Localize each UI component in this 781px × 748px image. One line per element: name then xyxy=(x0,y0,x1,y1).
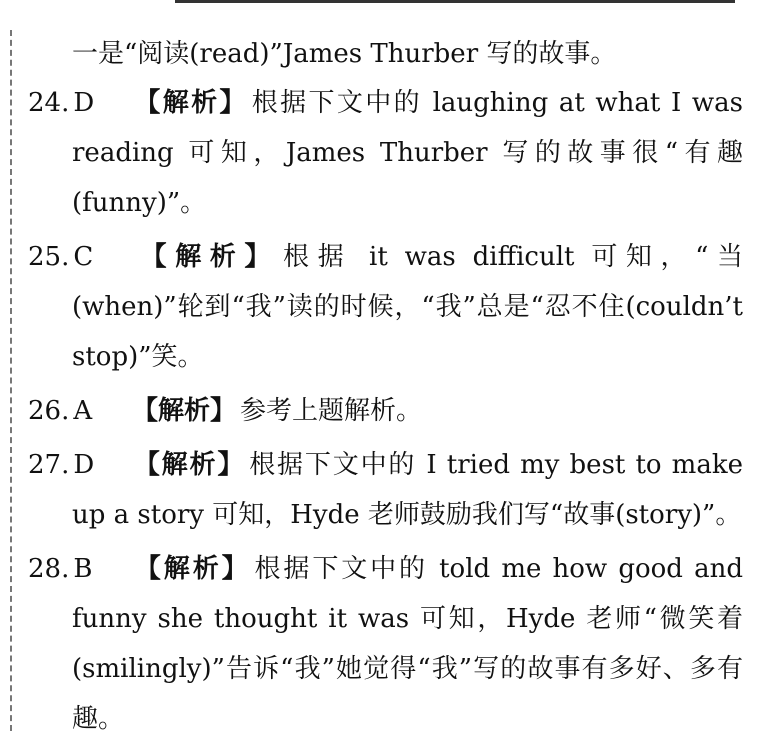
explanation-body: 根据下文中的 told me how good and funny she thought it was 可知，Hyde 老师“微笑着(smilingly)”告诉“我”她觉得“我”写的故事有多好、多有趣。 xyxy=(72,554,743,734)
answer-entry-27 xyxy=(28,440,743,540)
explanation-text xyxy=(28,386,743,436)
question-number-text: 27. xyxy=(28,450,70,480)
analysis-tag: 【解析】 xyxy=(132,450,246,480)
explanation-body: 参考上题解析。 xyxy=(240,396,423,426)
continued-explanation-line: 一是“阅读(read)”James Thurber 写的故事。 xyxy=(72,39,617,69)
question-number-text: 24. xyxy=(28,88,70,118)
analysis-tag: 【解析】 xyxy=(132,554,251,584)
question-number xyxy=(28,232,93,282)
question-number-text: 26. xyxy=(28,396,70,426)
answer-letter: D xyxy=(73,88,95,118)
explanation-text xyxy=(28,78,743,228)
answer-entry-24 xyxy=(28,78,743,228)
answer-letter: B xyxy=(73,554,93,584)
explanation-body: 根据下文中的 I tried my best to make up a story 可知，Hyde 老师鼓励我们写“故事(story)”。 xyxy=(72,450,743,530)
question-number xyxy=(28,544,92,594)
question-number xyxy=(28,440,94,490)
analysis-tag: 【解析】 xyxy=(132,242,279,272)
explanation-text xyxy=(28,544,743,744)
question-number xyxy=(28,78,94,128)
answer-letter: C xyxy=(73,242,94,272)
answer-entry-26 xyxy=(28,386,743,436)
explanation-text xyxy=(28,440,743,540)
explanation-text xyxy=(28,232,743,382)
top-border-line xyxy=(175,0,735,3)
explanation-body: 根据 it was difficult 可知，“当(when)”轮到“我”读的时候，“我”总是“忍不住(couldn’t stop)”笑。 xyxy=(72,242,743,372)
question-number xyxy=(28,386,92,436)
answer-explanation-page xyxy=(28,30,743,748)
explanation-body: 根据下文中的 laughing at what I was reading 可知，James Thurber 写的故事很“有趣(funny)”。 xyxy=(72,88,743,218)
question-number-text: 25. xyxy=(28,242,70,272)
answer-letter: D xyxy=(73,450,95,480)
answer-letter: A xyxy=(73,396,93,426)
analysis-tag: 【解析】 xyxy=(132,396,237,426)
analysis-tag: 【解析】 xyxy=(132,88,248,118)
binding-dashed-line xyxy=(10,30,12,731)
question-number-text: 28. xyxy=(28,554,70,584)
answer-entry-28 xyxy=(28,544,743,744)
answer-entry-25 xyxy=(28,232,743,382)
